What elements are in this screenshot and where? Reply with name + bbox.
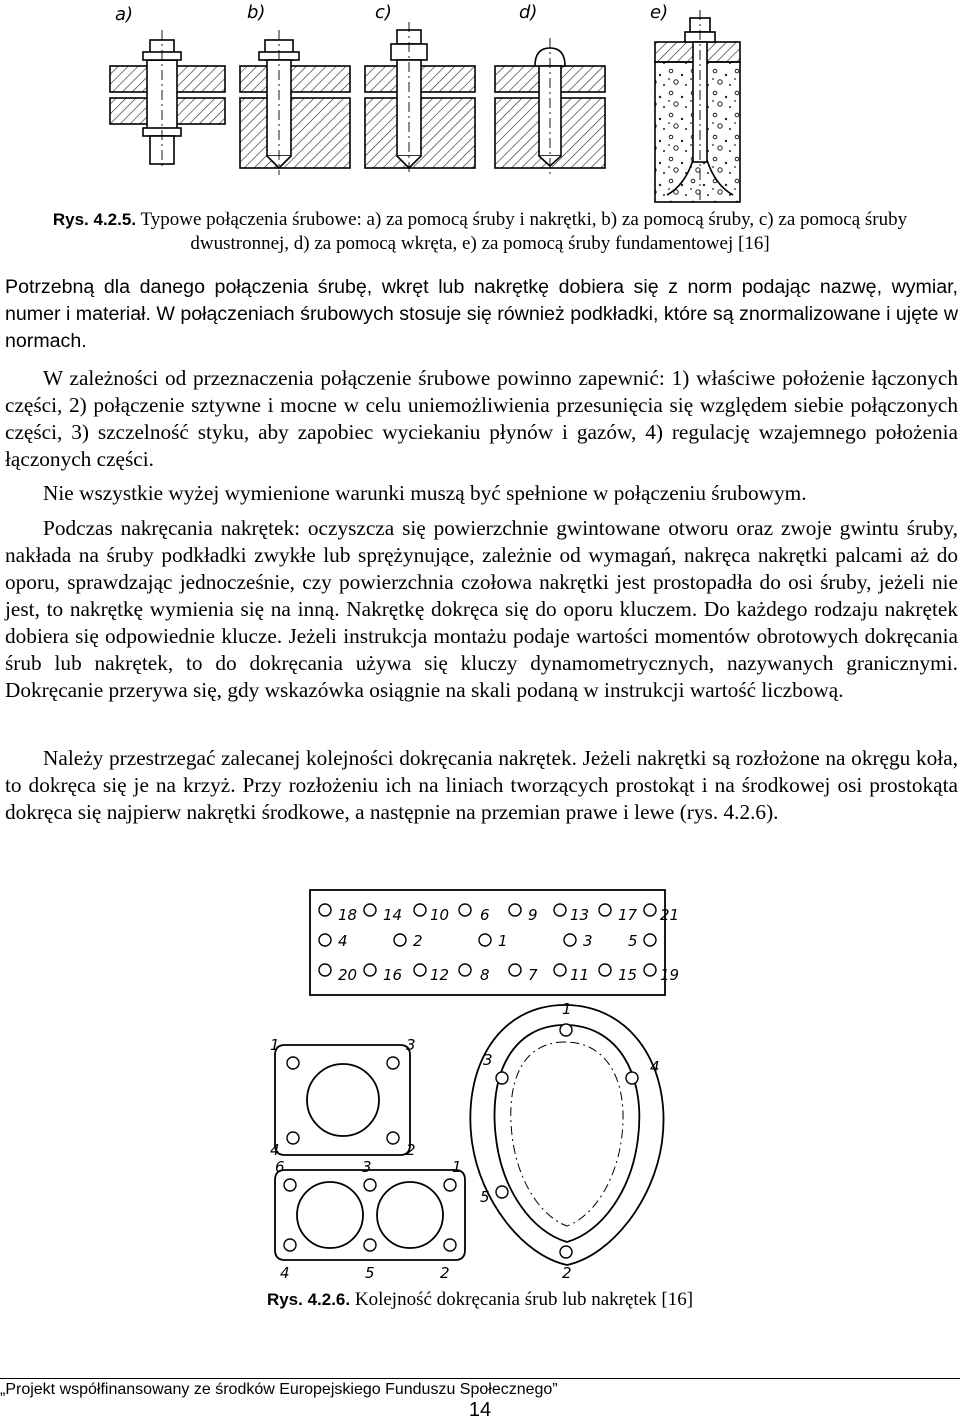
paragraph-5: Należy przestrzegać zalecanej kolejności dokręcania nakrętek. Jeżeli nakrętki są rozłożone na okręgu koła, to dokręca się je na krzyż. Przy rozłożeniu ich na liniach tworzących prostokąt i na środkowej osi prostokąta dokręca się najpierw nakrętki środkowe, a następnie na przemian prawe i lewe (rys. 4.2.6). — [5, 746, 958, 824]
six-label-5: 5 — [365, 1264, 375, 1282]
figure2-caption-number: Rys. 4.2.6. — [266, 1290, 351, 1309]
rect-mid-label-3: 1 — [498, 932, 508, 950]
rect-bottom-label-2: 16 — [383, 966, 403, 984]
footer-divider — [0, 1378, 960, 1379]
panel-label-c: c) — [375, 2, 392, 23]
rect-mid-label-2: 2 — [413, 932, 423, 950]
panel-d-drawing — [495, 38, 605, 175]
panel-label-d: d) — [519, 2, 538, 23]
rect-top-label-1: 18 — [338, 906, 358, 924]
figure1-caption — [0, 208, 960, 256]
bolt-joints-figure — [95, 0, 775, 205]
six-label-1: 6 — [275, 1158, 285, 1176]
panel-a-drawing — [110, 30, 225, 170]
square-label-4: 2 — [406, 1141, 416, 1159]
figure2-caption-text: Kolejność dokręcania śrub lub nakrętek [16] — [354, 1289, 694, 1310]
figure1-caption-number: Rys. 4.2.5. — [52, 210, 137, 229]
rect-top-label-2: 14 — [383, 906, 403, 924]
panel-b-drawing — [240, 30, 350, 175]
panel-label-b: b) — [247, 2, 266, 23]
rect-bottom-label-7: 15 — [618, 966, 638, 984]
panel-label-e: e) — [650, 2, 669, 23]
rect-top-label-4: 6 — [480, 906, 490, 924]
six-label-4: 4 — [280, 1264, 290, 1282]
rect-mid-label-4: 3 — [583, 932, 593, 950]
rect-top-label-8: 21 — [660, 906, 680, 924]
rect-top-label-3: 10 — [430, 906, 450, 924]
rect-top-label-7: 17 — [618, 906, 638, 924]
rect-top-label-5: 9 — [528, 906, 538, 924]
figure1-caption-text-line1: Typowe połączenia śrubowe: a) za pomocą śruby i nakrętki, b) za pomocą śruby, c) za pomocą śruby — [140, 209, 908, 230]
rect-bottom-label-6: 11 — [570, 966, 590, 984]
panel-e-drawing — [655, 10, 740, 202]
rect-mid-label-5: 5 — [628, 932, 638, 950]
oval-label-3: 4 — [650, 1058, 660, 1076]
bolt-holes — [284, 904, 656, 1258]
paragraph-1: Potrzebną dla danego połączenia śrubę, wkręt lub nakrętkę dobiera się z norm podając nazwę, wymiar, numer i materiał. W połączeniach śrubowych stosuje się również podkładki, które są znormalizowane i ujęte w normach. — [5, 276, 958, 352]
footer-text: „Projekt współfinansowany ze środków Europejskiego Funduszu Społecznego” — [0, 1381, 558, 1398]
paragraph-4: Podczas nakręcania nakrętek: oczyszcza się powierzchnie gwintowane otworu oraz zwoje gwintu śruby, nakłada na śruby podkładki zwykłe lub sprężynujące, zależnie od wymagań, nakręca nakrętki palcami aż do oporu, sprawdzając jednocześnie, czy powierzchnia czołowa nakrętki jest prostopadła do osi śruby, jeżeli nie jest, to nakrętkę wymienia się na inną. Nakrętkę dokręca się do oporu kluczem. Do każdego rodzaju nakrętek dobiera się odpowiednie klucze. Jeżeli instrukcja montażu podaje wartości momentów obrotowych dokręcania śrub lub nakrętek, to do dokręcania używa się kluczy dynamometrycznych, nazywanych granicznymi. Dokręcanie przerywa się, gdy wskazówka osiągnie na skali podaną w instrukcji wartość liczbową. — [5, 516, 958, 702]
rect-bottom-label-8: 19 — [660, 966, 680, 984]
figure2-caption — [0, 1288, 960, 1312]
rect-bottom-label-4: 8 — [480, 966, 490, 984]
paragraph-2: W zależności od przeznaczenia połączenie śrubowe powinno zapewnić: 1) właściwe położenie łączonych części, 2) połączenie sztywne i mocne w celu uniemożliwienia przesunięcia się względem siebie połączonych części, 3) szczelność styku, aby zapobiec wyciekaniu płynów i gazów, 4) regulację wzajemnego położenia łączonych części. — [5, 366, 958, 471]
rect-bottom-label-3: 12 — [430, 966, 450, 984]
rect-mid-label-1: 4 — [338, 932, 348, 950]
square-label-1: 1 — [270, 1036, 280, 1054]
figure1-caption-text-line2: dwustronnej, d) za pomocą wkręta, e) za pomocą śruby fundamentowej [16] — [190, 233, 770, 254]
square-label-2: 3 — [406, 1036, 416, 1054]
panel-label-a: a) — [115, 4, 134, 25]
six-label-3: 1 — [452, 1158, 462, 1176]
six-label-2: 3 — [362, 1158, 372, 1176]
six-label-6: 2 — [440, 1264, 450, 1282]
rect-bottom-label-5: 7 — [528, 966, 538, 984]
oval-label-5: 2 — [562, 1264, 572, 1282]
page-number: 14 — [468, 1399, 492, 1421]
panel-c-drawing — [365, 22, 475, 175]
rect-top-label-6: 13 — [570, 906, 590, 924]
oval-label-2: 1 — [562, 1000, 572, 1018]
oval-label-1: 3 — [483, 1051, 493, 1069]
square-label-3: 4 — [270, 1141, 280, 1159]
paragraph-3: Nie wszystkie wyżej wymienione warunki muszą być spełnione w połączeniu śrubowym. — [43, 481, 807, 505]
oval-label-4: 5 — [480, 1188, 490, 1206]
rect-bottom-label-1: 20 — [338, 966, 358, 984]
tightening-order-figure — [240, 880, 710, 1290]
